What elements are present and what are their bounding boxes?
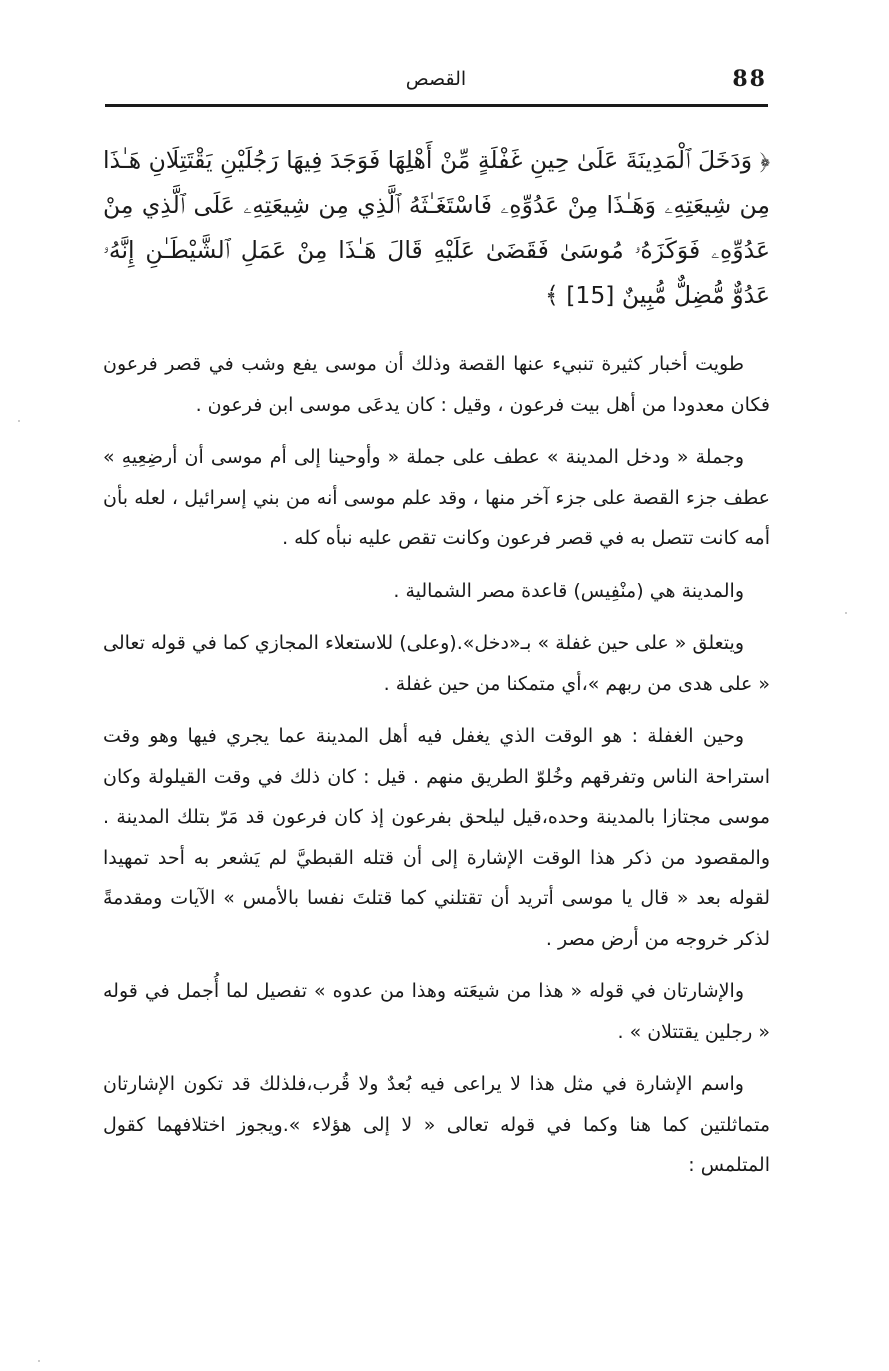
paragraph-4: ويتعلق « على حين غفلة » بـ«دخل».(وعلى) للاستعلاء المجازي كما في قوله تعالى « على هدى من ربهم »،أي متمكنا من حين غفلة . (103, 632, 770, 695)
paragraph-7: واسم الإشارة في مثل هذا لا يراعى فيه بُعدٌ ولا قُرب،فلذلك قد تكون الإشارتان متماثلتين كما هنا وكما في قوله تعالى « لا إلى هؤلاء ».ويجوز اختلافهما كقول المتلمس : (103, 1073, 770, 1176)
scan-speck (38, 1360, 40, 1362)
paragraph-3: والمدينة هي (منْفِيس) قاعدة مصر الشمالية . (393, 579, 744, 602)
page-body (103, 138, 770, 1198)
paragraph-5: وحين الغفلة : هو الوقت الذي يغفل فيه أهل المدينة عما يجري فيها وهو وقت استراحة الناس وتفرقهم وخُلوّ الطريق منهم . قيل : كان ذلك في وقت القيلولة وكان موسى مجتازا بالمدينة وحده،قيل ليلحق بفرعون إذ كان فرعون قد مَرّ بتلك المدينة . والمقصود من ذكر هذا الوقت الإشارة إلى أن قتله القبطيَّ لم يَشعر به أحد تمهيدا لقوله بعد « قال يا موسى أتريد أن تقتلني كما قتلتَ نفسا بالأمس » الآيات ومقدمةً لذكر خروجه من أرض مصر . (103, 725, 770, 950)
paragraph-1: طويت أخبار كثيرة تنبيء عنها القصة وذلك أن موسى يفع وشب في قصر فرعون فكان معدودا من أهل بيت فرعون ، وقيل : كان يدعَى موسى ابن فرعون . (103, 353, 770, 416)
quran-verse: ﴿ وَدَخَلَ ٱلْمَدِينَةَ عَلَىٰ حِينِ غَفْلَةٍ مِّنْ أَهْلِهَا فَوَجَدَ فِيهَا رَجُلَيْنِ يَقْتَتِلَانِ هَـٰذَا مِن شِيعَتِهِۦ وَهَـٰذَا مِنْ عَدُوِّهِۦ فَاسْتَغَـٰثَهُ ٱلَّذِي مِن شِيعَتِهِۦ عَلَى ٱلَّذِي مِنْ عَدُوِّهِۦ فَوَكَزَهُۥ مُوسَىٰ فَقَضَىٰ عَلَيْهِ قَالَ هَـٰذَا مِنْ عَمَلِ ٱلشَّيْطَـٰنِ إِنَّهُۥ عَدُوٌّ مُّضِلٌّ مُّبِينٌ [15] ﴾ (103, 146, 770, 309)
paragraph-6: والإشارتان في قوله « هذا من شيعَته وهذا من عدوه » تفصيل لما أُجمل في قوله « رجلين يقتتلان » . (103, 980, 770, 1043)
scan-speck (845, 612, 847, 614)
header-divider (105, 104, 768, 107)
scan-speck (18, 420, 20, 422)
page-header (105, 66, 767, 106)
running-title: القصص (405, 68, 467, 90)
page-number: 88 (732, 66, 767, 92)
paragraph-2: وجملة « ودخل المدينة » عطف على جملة « وأوحينا إلى أم موسى أن أرضِعِيهِ » عطف جزء القصة على جزء آخر منها ، وقد علم موسى أنه من بني إسرائيل ، لعله بأن أمه كانت تتصل به في قصر فرعون وكانت تقص عليه نبأه كله . (103, 446, 770, 549)
